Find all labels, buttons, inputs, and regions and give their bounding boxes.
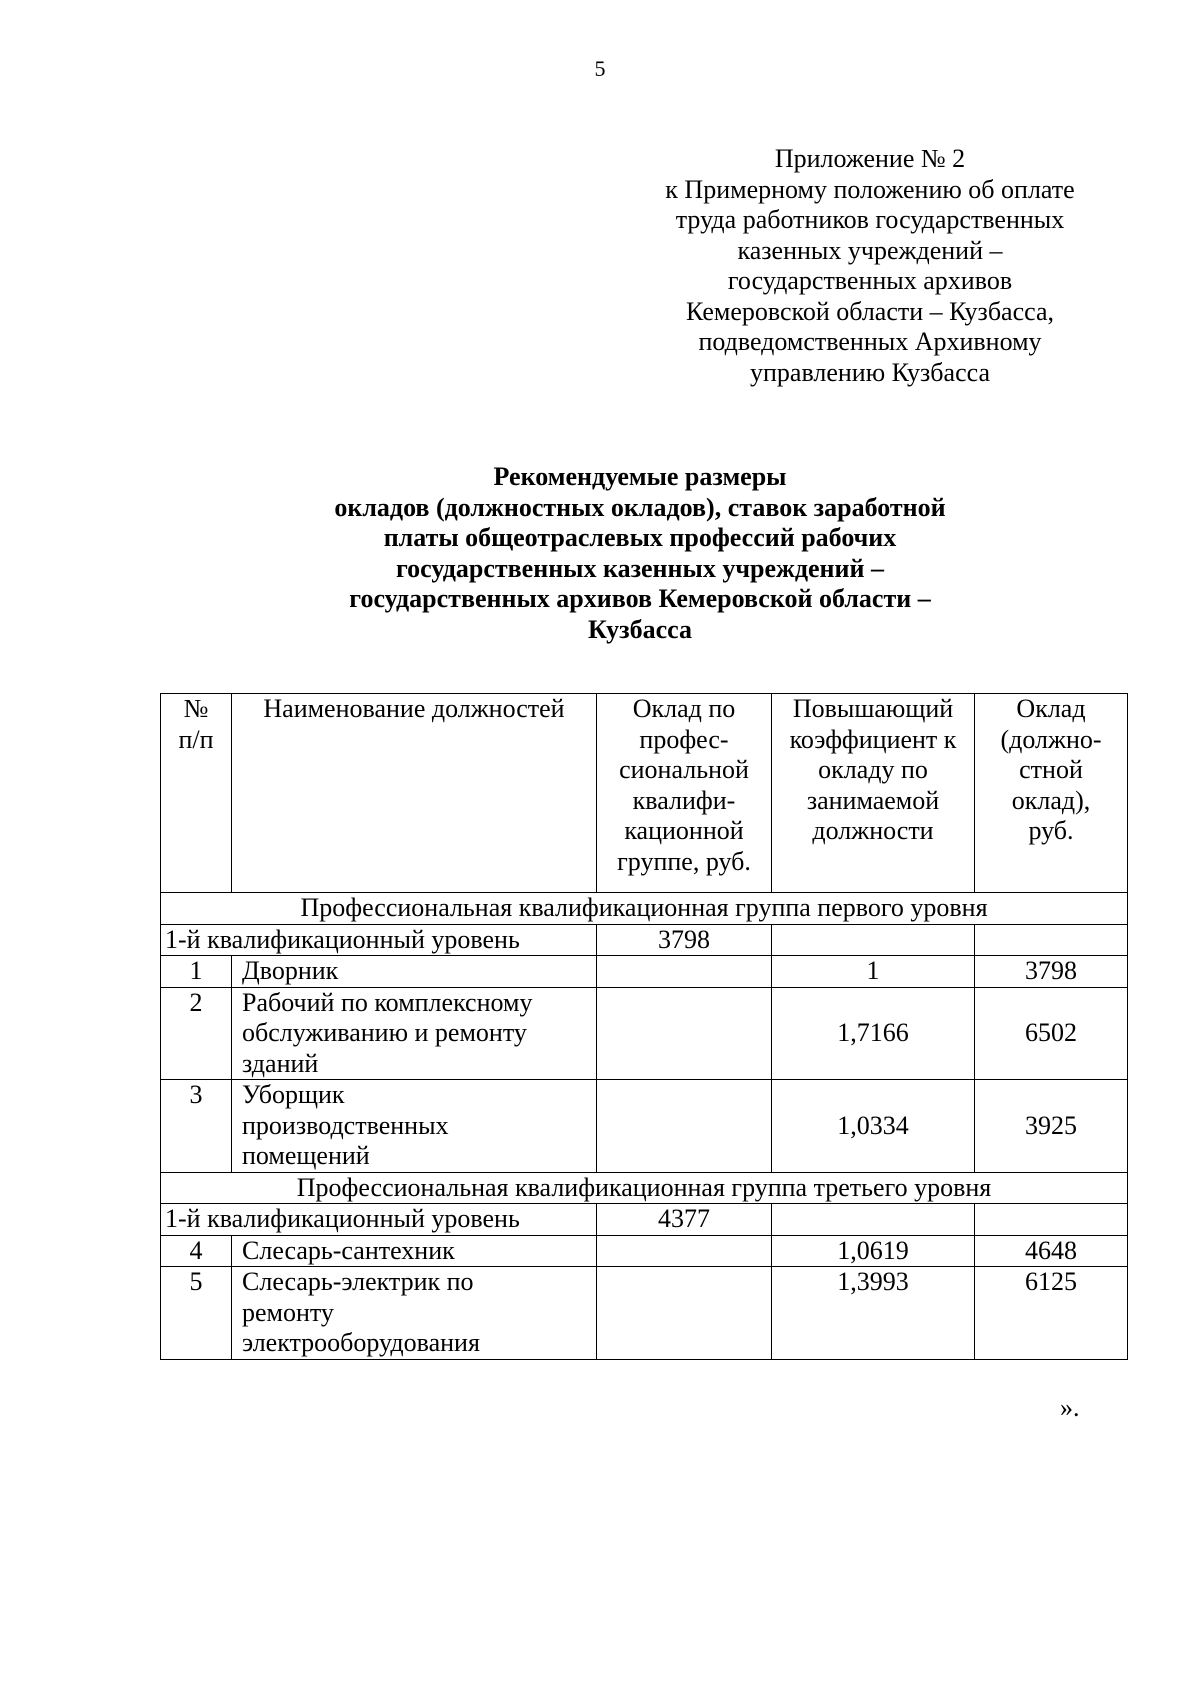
- level-base-salary: 3798: [597, 924, 772, 956]
- header-salary-line: стной: [1019, 755, 1083, 784]
- row-name: [232, 987, 597, 1080]
- title-line: государственных архивов Кемеровской области –: [349, 584, 931, 613]
- appendix-line: труда работников государственных: [675, 205, 1065, 234]
- row-name-line: производственных: [242, 1110, 449, 1140]
- title-line: окладов (должностных окладов), ставок заработной: [334, 492, 946, 522]
- table-row: [161, 1267, 1128, 1360]
- empty-cell: [597, 1080, 772, 1173]
- row-name-line: ремонту: [242, 1297, 334, 1327]
- row-num: 4: [161, 1235, 232, 1267]
- row-name: [232, 1080, 597, 1173]
- row-name-line: помещений: [242, 1141, 370, 1170]
- level-label: 1-й квалификационный уровень: [161, 924, 597, 956]
- group-title: Профессиональная квалификационная группа первого уровня: [161, 893, 1128, 925]
- header-salary: [975, 694, 1128, 893]
- level-base-salary: 4377: [597, 1204, 772, 1236]
- appendix-line: Кемеровской области – Кузбасса,: [685, 296, 1055, 326]
- row-coef: 1: [772, 956, 975, 988]
- group-title: Профессиональная квалификационная группа третьего уровня: [161, 1172, 1128, 1204]
- empty-cell: [597, 1267, 772, 1360]
- empty-cell: [597, 987, 772, 1080]
- document-title: [200, 462, 1080, 645]
- header-salary-line: оклад),: [1011, 785, 1091, 815]
- header-coef-line: коэффициент к: [789, 724, 957, 754]
- row-num: 2: [161, 987, 232, 1080]
- header-coef-line: окладу по: [818, 755, 928, 784]
- closing-quote-mark: ».: [1060, 1393, 1080, 1422]
- header-name-line: Наименование должностей: [263, 694, 565, 723]
- row-coef: 1,3993: [772, 1267, 975, 1360]
- header-base-line: профес-: [639, 724, 729, 754]
- row-num: 1: [161, 956, 232, 988]
- row-name-line: Уборщик: [242, 1080, 345, 1109]
- header-base-line: квалифи-: [632, 785, 736, 815]
- group-title-row: [161, 1172, 1128, 1204]
- empty-cell: [772, 1204, 975, 1236]
- row-coef: 1,0334: [772, 1080, 975, 1173]
- appendix-header: [620, 144, 1120, 388]
- table-row: [161, 987, 1128, 1080]
- header-name: [232, 694, 597, 893]
- table-row: [161, 956, 1128, 988]
- table-header-row: [161, 694, 1128, 893]
- page-number: 5: [594, 56, 606, 81]
- header-salary-line: руб.: [1028, 816, 1074, 845]
- row-num: 5: [161, 1267, 232, 1360]
- header-base: [597, 694, 772, 893]
- header-base-line: кационной: [624, 816, 744, 845]
- appendix-line: Приложение № 2: [774, 144, 966, 173]
- salary-table: [160, 693, 1128, 1360]
- title-line: платы общеотраслевых профессий рабочих: [383, 523, 897, 552]
- row-salary: 3798: [975, 956, 1128, 988]
- row-name: [232, 1235, 597, 1267]
- qualification-level-row: [161, 924, 1128, 956]
- row-salary: 3925: [975, 1080, 1128, 1173]
- appendix-line: к Примерному положению об оплате: [665, 174, 1075, 204]
- title-line: Кузбасса: [587, 614, 693, 644]
- appendix-line: казенных учреждений –: [737, 235, 1003, 265]
- appendix-line: управлению Кузбасса: [749, 357, 991, 387]
- row-salary: 6502: [975, 987, 1128, 1080]
- row-coef: 1,0619: [772, 1235, 975, 1267]
- header-coef-line: Повышающий: [792, 694, 954, 723]
- title-line: Рекомендуемые размеры: [493, 462, 787, 491]
- group-title-row: [161, 893, 1128, 925]
- title-line: государственных казенных учреждений –: [396, 553, 884, 583]
- table-row: [161, 1080, 1128, 1173]
- row-num: 3: [161, 1080, 232, 1173]
- row-name-line: Слесарь-сантехник: [242, 1235, 455, 1265]
- row-name-line: Рабочий по комплексному: [242, 987, 533, 1017]
- header-coef-line: занимаемой: [806, 785, 940, 815]
- header-num-line: п/п: [178, 724, 214, 754]
- empty-cell: [772, 924, 975, 956]
- header-num: [161, 694, 232, 893]
- header-base-line: Оклад по: [632, 694, 736, 723]
- empty-cell: [975, 1204, 1128, 1236]
- row-salary: 4648: [975, 1235, 1128, 1267]
- row-name-line: Дворник: [242, 956, 339, 985]
- header-num-line: №: [183, 694, 209, 723]
- level-label: 1-й квалификационный уровень: [161, 1204, 597, 1236]
- row-name-line: обслуживанию и ремонту: [242, 1018, 527, 1047]
- header-base-line: группе, руб.: [617, 846, 751, 876]
- header-coef-line: должности: [812, 816, 934, 845]
- header-salary-line: Оклад: [1016, 694, 1086, 723]
- row-name-line: электрооборудования: [242, 1328, 480, 1357]
- header-base-line: сиональной: [619, 755, 749, 784]
- qualification-level-row: [161, 1204, 1128, 1236]
- row-name: [232, 956, 597, 988]
- empty-cell: [597, 956, 772, 988]
- header-coef: [772, 694, 975, 893]
- appendix-line: подведомственных Архивному: [698, 327, 1042, 356]
- header-salary-line: (должно-: [1000, 724, 1102, 754]
- empty-cell: [975, 924, 1128, 956]
- row-salary: 6125: [975, 1267, 1128, 1360]
- row-coef: 1,7166: [772, 987, 975, 1080]
- row-name-line: Слесарь-электрик по: [242, 1267, 474, 1296]
- table-row: [161, 1235, 1128, 1267]
- empty-cell: [597, 1235, 772, 1267]
- row-name-line: зданий: [242, 1048, 319, 1078]
- row-name: [232, 1267, 597, 1360]
- appendix-line: государственных архивов: [727, 266, 1013, 295]
